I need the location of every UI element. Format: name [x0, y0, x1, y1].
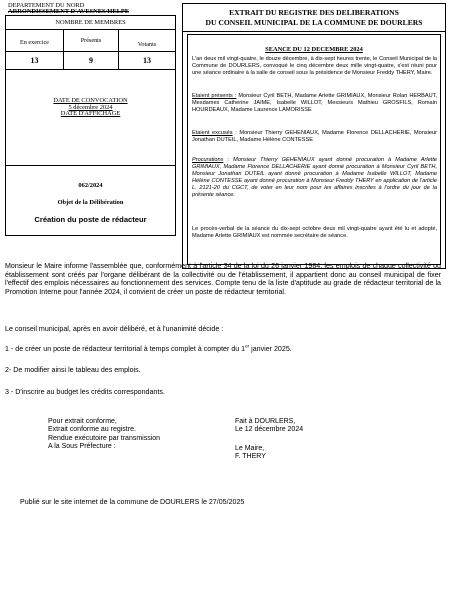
members-box-title: NOMBRE DE MEMBRES: [6, 16, 175, 30]
convocation-label: DATE DE CONVOCATION: [53, 97, 128, 104]
arrondissement-label: ARRONDISSEMENT D'AVESNES/HELPE: [8, 8, 130, 15]
value-presents: 9: [64, 52, 119, 70]
excuses-paragraph: Etaient excusés : Monsieur Thierry GEHENIAUX, Madame Florence DELLACHERIE, Monsieur Jonathan DUTEIL, Madame Hélène CONTESSE: [192, 130, 437, 144]
affichage-label: DATE D'AFFICHAGE: [60, 110, 121, 117]
deliberation-number: 062/2024: [78, 182, 103, 189]
proces-verbal-paragraph: Le procès-verbal de la séance du dix-sept octobre deux mil vingt-quatre ayant été lu et adopté, Madame Arlette GRIMIAUX est nommée secrétaire de séance.: [192, 226, 437, 240]
dates-section: [6, 70, 175, 166]
extract-box: [182, 3, 446, 269]
objet-label: Objet de la Délibération: [57, 199, 124, 206]
department-label: DEPARTEMENT DU NORD: [8, 2, 85, 9]
members-box: [5, 15, 176, 236]
signature-right: Fait à DOURLERS, Le 12 décembre 2024 Le Maire, F. THERY: [235, 418, 304, 461]
publication-notice: Publié sur le site internet de la commune de DOURLERS le 27/05/2025: [20, 498, 245, 506]
deliberation-subject: Création du poste de rédacteur: [34, 215, 147, 224]
extract-title: EXTRAIT DU REGISTRE DES DELIBERATIONS DU CONSEIL MUNICIPAL DE LA COMMUNE DE DOURLERS: [183, 4, 445, 32]
column-presents: Présents: [64, 30, 119, 52]
deliberation-section: [6, 166, 175, 235]
value-votants: 13: [143, 56, 151, 65]
convocation-date: 5 décembre 2024: [68, 104, 113, 111]
presents-paragraph: Etaient présents : Monsieur Cyril BETH, Madame Arlette GRIMIAUX, Monsieur Rolan HERBAUT, Mesdames Catherine JAIME, Isabelle WILLOT, Messieurs Mathieu GROSFILS, Romain HOURDEAUX, Madame Laurence LAMORISSE: [192, 93, 437, 114]
column-en-exercice: En exercice: [6, 30, 64, 52]
seance-intro: L'an deux mil vingt-quatre, le douze décembre, à dix-sept heures trente, le Conseil Municipal de la Commune de DOURLERS, convoqué le cinq décembre deux mille vingt-quatre, s'est réuni pour une séance ordinaire à la salle de conseil sous la présidence de Monsieur Freddy THERY, Maire.: [192, 56, 437, 77]
decision-1: 1 - de créer un poste de rédacteur territorial à temps complet à compter du 1er janvier 2025.: [5, 343, 292, 353]
members-values: [6, 52, 175, 70]
column-votants: Votants: [137, 41, 157, 48]
body-paragraph-2: Le conseil municipal, après en avoir délibéré, et à l'unanimité décide :: [5, 325, 224, 333]
body-paragraph-1: Monsieur le Maire informe l'assemblée que, conformément à l'article 34 de la loi du 26 janvier 1984, les emplois de chaque collectivité ou établissement sont créés par l'organe délibérant de la collectivité ou de l'établissement, il appartient donc au conseil municipal de fixer l'effectif des emplois nécessaires au fonctionnement des services. Compte tenu de la liste d'aptitude au grade de rédacteur territorial de la Promotion Interne pour l'année 2024, il convient de créer un poste de rédacteur territorial.: [5, 262, 441, 297]
signature-left: Pour extrait conforme, Extrait conforme au registre. Rendue exécutoire par transmission A la Sous Préfecture :: [48, 418, 161, 451]
seance-date: SEANCE DU 12 DECEMBRE 2024: [265, 46, 363, 53]
decision-3: 3 - D'inscrire au budget les crédits correspondants.: [5, 388, 165, 396]
decision-2: 2- De modifier ainsi le tableau des emplois.: [5, 366, 141, 374]
procurations-paragraph: Procurations : Monsieur Thierry GEHENIAUX ayant donné procuration à Madame Arlette GRIMIAUX, Madame Florence DELLACHERIE ayant donné procuration à Monsieur Cyril BETH, Monsieur Jonathan DUTEIL ayant donné procuration à Madame Isabelle WILLOT, Madame Hélène CONTESSE ayant donné procuration à Monsieur Freddy THERY en application de l'article L. 2121-20 du CGCT, de voter en leur nom pour les affaires inscrites à l'ordre du jour de la présente séance.: [192, 157, 437, 199]
extract-inner: [187, 34, 441, 265]
value-en-exercice: 13: [6, 52, 64, 70]
members-columns: [6, 30, 175, 52]
